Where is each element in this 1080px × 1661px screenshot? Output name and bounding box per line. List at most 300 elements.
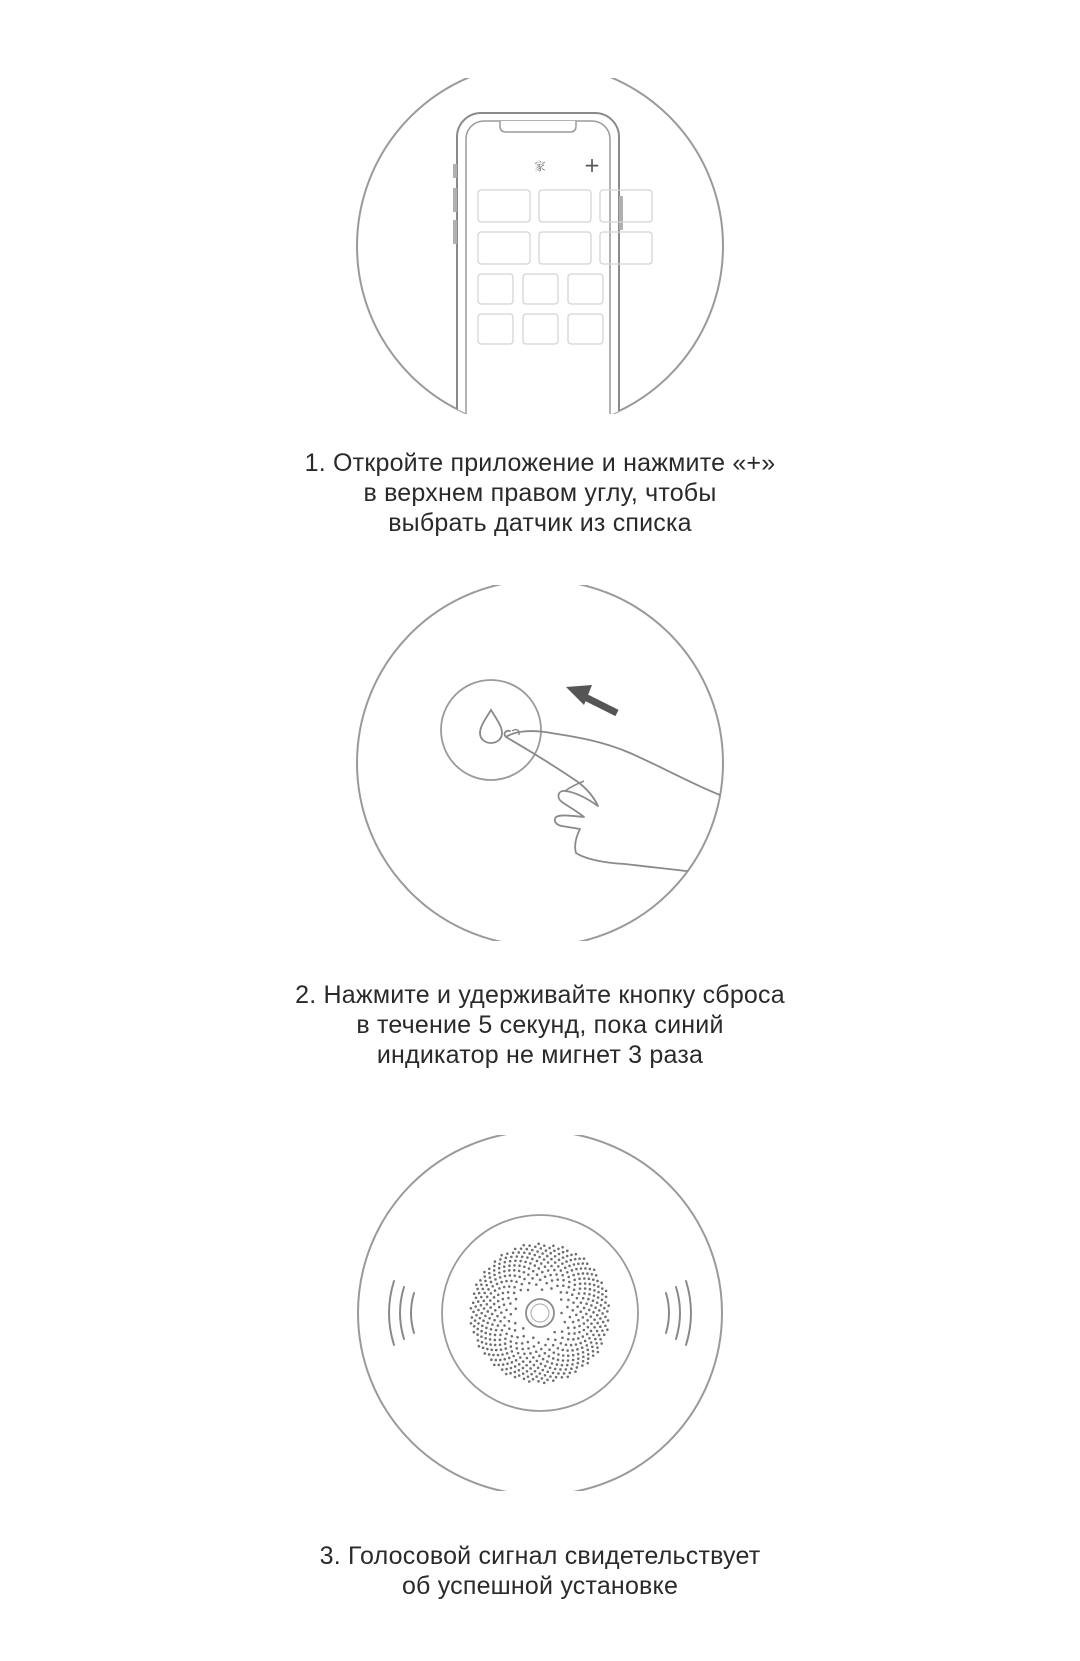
grille-dot xyxy=(574,1370,577,1373)
grille-dot xyxy=(518,1374,521,1377)
grille-dot xyxy=(522,1367,525,1370)
grille-dot xyxy=(543,1258,546,1261)
grille-dot xyxy=(545,1282,548,1285)
grille-dot xyxy=(505,1257,508,1260)
grille-dot xyxy=(588,1337,591,1340)
grille-dot xyxy=(573,1263,576,1266)
grille-dot xyxy=(499,1258,502,1261)
grille-dot xyxy=(502,1298,505,1301)
grille-dot xyxy=(576,1305,579,1308)
sensor-disk xyxy=(441,680,541,780)
grille-dot xyxy=(533,1254,536,1257)
grille-dot xyxy=(506,1362,509,1365)
grille-dot xyxy=(498,1271,501,1274)
grille-dot xyxy=(603,1333,606,1336)
grille-dot xyxy=(481,1288,484,1291)
grille-dot xyxy=(580,1267,583,1270)
grille-dot xyxy=(577,1273,580,1276)
grille-dot xyxy=(584,1267,587,1270)
grille-dot xyxy=(496,1283,499,1286)
grille-dot xyxy=(557,1359,560,1362)
grille-dot xyxy=(565,1344,568,1347)
grille-dot xyxy=(544,1352,547,1355)
grille-dot xyxy=(514,1248,517,1251)
grille-dot xyxy=(536,1260,539,1263)
grille-dot xyxy=(538,1355,541,1358)
grille-dot xyxy=(561,1376,564,1379)
grille-dot xyxy=(577,1357,580,1360)
grille-dot xyxy=(502,1363,505,1366)
caption-line: об успешной установке xyxy=(401,1572,679,1600)
grille-dot xyxy=(547,1269,550,1272)
grille-dot xyxy=(518,1264,521,1267)
grille-dot xyxy=(518,1275,521,1278)
grille-dot xyxy=(568,1372,571,1375)
grille-dot xyxy=(472,1311,475,1314)
grille-dot xyxy=(475,1283,478,1286)
grille-dot xyxy=(557,1372,560,1375)
grille-dot xyxy=(577,1319,580,1322)
grille-dot xyxy=(501,1353,504,1356)
grille-dot xyxy=(517,1251,520,1254)
grille-dot xyxy=(476,1333,479,1336)
grille-dot xyxy=(523,1377,526,1380)
grille-dot xyxy=(499,1359,502,1362)
grille-dot xyxy=(532,1378,535,1381)
grille-dot xyxy=(485,1327,488,1330)
grille-dot xyxy=(566,1364,569,1367)
grille-dot xyxy=(527,1273,530,1276)
grille-dot xyxy=(496,1315,499,1318)
grille-dot xyxy=(535,1283,538,1286)
grille-dot xyxy=(485,1342,488,1345)
grille-dot xyxy=(604,1316,607,1319)
grille-dot xyxy=(548,1247,551,1250)
grille-dot xyxy=(566,1250,569,1253)
grille-dot xyxy=(477,1300,480,1303)
grille-dot xyxy=(515,1347,518,1350)
grille-dot xyxy=(507,1291,510,1294)
grille-dot xyxy=(504,1337,507,1340)
center-button-outer xyxy=(526,1299,554,1327)
grille-dot xyxy=(573,1326,576,1329)
step-3-illustration xyxy=(0,1135,1080,1491)
grille-dot xyxy=(592,1299,595,1302)
grille-dot xyxy=(528,1282,531,1285)
grille-dot xyxy=(503,1324,506,1327)
grille-dot xyxy=(561,1336,564,1339)
grille-dot xyxy=(554,1368,557,1371)
grille-dot xyxy=(473,1331,476,1334)
grille-dot xyxy=(571,1269,574,1272)
grille-dot xyxy=(599,1325,602,1328)
grille-dot xyxy=(484,1332,487,1335)
grille-dot xyxy=(561,1246,564,1249)
grille-dot xyxy=(573,1279,576,1282)
phone-app-illustration xyxy=(0,78,1080,414)
grille-dot xyxy=(603,1307,606,1310)
grille-dot xyxy=(540,1247,543,1250)
grille-dot xyxy=(568,1281,571,1284)
grille-dot xyxy=(593,1326,596,1329)
grille-dot xyxy=(480,1335,483,1338)
grille-dot xyxy=(572,1359,575,1362)
grille-dot xyxy=(578,1277,581,1280)
grille-dot xyxy=(520,1247,523,1250)
grille-dot xyxy=(557,1265,560,1268)
grille-dot xyxy=(514,1365,517,1368)
caption-line: индикатор не мигнет 3 раза xyxy=(376,1041,704,1069)
grille-dot xyxy=(514,1371,517,1374)
grille-dot xyxy=(483,1307,486,1310)
grille-dot xyxy=(598,1334,601,1337)
grille-dot xyxy=(574,1258,577,1261)
grille-dot xyxy=(478,1345,481,1348)
grille-dot xyxy=(500,1281,503,1284)
grille-dot xyxy=(533,1345,536,1348)
grille-dot xyxy=(561,1274,564,1277)
grille-dot xyxy=(528,1244,531,1247)
grille-dot xyxy=(489,1276,492,1279)
grille-dot xyxy=(555,1273,558,1276)
grille-dot xyxy=(513,1292,516,1295)
grille-dot xyxy=(528,1252,531,1255)
grille-dot xyxy=(513,1264,516,1267)
grille-dot xyxy=(560,1269,563,1272)
grille-dot xyxy=(565,1368,568,1371)
grille-dot xyxy=(558,1253,561,1256)
speaker-sound-illustration xyxy=(0,1135,1080,1491)
grille-dot xyxy=(497,1364,500,1367)
grille-dot xyxy=(537,1243,540,1246)
grille-dot xyxy=(586,1344,589,1347)
grille-dot xyxy=(527,1289,530,1292)
grille-dot xyxy=(607,1304,610,1307)
grille-dot xyxy=(546,1255,549,1258)
grille-dot xyxy=(495,1359,498,1362)
grille-dot xyxy=(534,1264,537,1267)
grille-dot xyxy=(569,1316,572,1319)
grille-dot xyxy=(513,1269,516,1272)
grille-dot xyxy=(486,1348,489,1351)
grille-dot xyxy=(557,1347,560,1350)
grille-dot xyxy=(590,1341,593,1344)
grille-dot xyxy=(508,1285,511,1288)
grille-dot xyxy=(486,1296,489,1299)
grille-dot xyxy=(538,1256,541,1259)
grille-dot xyxy=(584,1340,587,1343)
grille-dot xyxy=(578,1331,581,1334)
grille-dot xyxy=(490,1281,493,1284)
grille-dot xyxy=(489,1338,492,1341)
grille-dot xyxy=(596,1322,599,1325)
grille-dot xyxy=(553,1331,556,1334)
grille-dot xyxy=(561,1262,564,1265)
grille-dot xyxy=(494,1289,497,1292)
grille-dot xyxy=(505,1309,508,1312)
grille-dot xyxy=(588,1309,591,1312)
grille-dot xyxy=(549,1375,552,1378)
grille-dot xyxy=(551,1362,554,1365)
grille-dot xyxy=(544,1265,547,1268)
grille-dot xyxy=(539,1372,542,1375)
grille-dot xyxy=(596,1330,599,1333)
grille-dot xyxy=(566,1349,569,1352)
grille-dot xyxy=(576,1297,579,1300)
grille-dot xyxy=(541,1369,544,1372)
grille-dot xyxy=(529,1367,532,1370)
grille-dot xyxy=(483,1352,486,1355)
grille-dot xyxy=(477,1322,480,1325)
grille-dot xyxy=(567,1354,570,1357)
grille-dot xyxy=(592,1278,595,1281)
caption-line: выбрать датчик из списка xyxy=(388,509,692,537)
grille-dot xyxy=(491,1323,494,1326)
grille-dot xyxy=(583,1322,586,1325)
grille-dot xyxy=(600,1281,603,1284)
grille-dot xyxy=(494,1344,497,1347)
grille-dot xyxy=(593,1284,596,1287)
grille-dot xyxy=(592,1334,595,1337)
grille-dot xyxy=(510,1313,513,1316)
grille-dot xyxy=(475,1296,478,1299)
grille-dot xyxy=(533,1364,536,1367)
grille-dot xyxy=(601,1287,604,1290)
grille-dot xyxy=(582,1351,585,1354)
caption-line: 2. Нажмите и удерживайте кнопку сброса xyxy=(295,981,785,1009)
grille-dot xyxy=(579,1287,582,1290)
grille-dot xyxy=(597,1285,600,1288)
grille-dot xyxy=(568,1265,571,1268)
grille-dot xyxy=(508,1357,511,1360)
grille-dot xyxy=(506,1352,509,1355)
grille-dot xyxy=(527,1341,530,1344)
grille-dot xyxy=(500,1348,503,1351)
grille-dot xyxy=(522,1335,525,1338)
grille-dot xyxy=(584,1287,587,1290)
grille-dot xyxy=(522,1372,525,1375)
grille-dot xyxy=(514,1322,517,1325)
grille-dot xyxy=(566,1271,569,1274)
grille-dot xyxy=(554,1338,557,1341)
grille-dot xyxy=(508,1264,511,1267)
grille-dot xyxy=(508,1327,511,1330)
grille-dot xyxy=(582,1355,585,1358)
grille-dot xyxy=(471,1316,474,1319)
grille-dot xyxy=(541,1252,544,1255)
grille-dot xyxy=(571,1363,574,1366)
volume-button-2 xyxy=(453,188,457,212)
sound-waves-left-icon xyxy=(389,1281,414,1345)
grille-dot xyxy=(534,1245,537,1248)
grille-dot xyxy=(514,1260,517,1263)
grille-dot xyxy=(486,1322,489,1325)
grille-dot xyxy=(522,1327,525,1330)
grille-dot xyxy=(560,1298,563,1301)
grille-dot xyxy=(529,1262,532,1265)
grille-dot xyxy=(522,1244,525,1247)
grille-dot xyxy=(498,1267,501,1270)
grille-dot xyxy=(555,1376,558,1379)
grille-dot xyxy=(586,1319,589,1322)
grille-dot xyxy=(483,1271,486,1274)
grille-dot xyxy=(575,1268,578,1271)
grille-dot xyxy=(528,1380,531,1383)
grille-dot xyxy=(605,1290,608,1293)
grille-dot xyxy=(484,1280,487,1283)
grille-dot xyxy=(529,1352,532,1355)
grille-dot xyxy=(572,1301,575,1304)
power-button xyxy=(619,196,623,230)
grille-dot xyxy=(470,1322,473,1325)
grille-dot xyxy=(567,1359,570,1362)
grille-dot xyxy=(564,1267,567,1270)
grille-dot xyxy=(546,1360,549,1363)
grille-dot xyxy=(582,1360,585,1363)
grille-dot xyxy=(509,1340,512,1343)
grille-dot xyxy=(518,1270,521,1273)
grille-dot xyxy=(493,1265,496,1268)
grille-dot xyxy=(584,1282,587,1285)
grille-dot xyxy=(541,1271,544,1274)
grille-dot xyxy=(504,1342,507,1345)
grille-dot xyxy=(506,1252,509,1255)
grille-dot xyxy=(588,1293,591,1296)
grille-dot xyxy=(474,1319,477,1322)
grille-dot xyxy=(552,1357,555,1360)
grille-dot xyxy=(582,1335,585,1338)
grille-dot xyxy=(511,1350,514,1353)
grille-dot xyxy=(537,1341,540,1344)
grille-dot xyxy=(488,1272,491,1275)
grille-dot xyxy=(504,1261,507,1264)
grille-dot xyxy=(494,1334,497,1337)
grille-dot xyxy=(599,1338,602,1341)
grille-dot xyxy=(567,1327,570,1330)
grille-dot xyxy=(505,1280,508,1283)
grille-dot xyxy=(523,1278,526,1281)
grille-dot xyxy=(531,1277,534,1280)
grille-dot xyxy=(572,1321,575,1324)
grille-dot xyxy=(597,1351,600,1354)
step-3-caption xyxy=(0,1541,1080,1601)
phone-add-button[interactable]: + xyxy=(583,153,601,177)
grille-dot xyxy=(488,1353,491,1356)
grille-dot xyxy=(566,1306,569,1309)
grille-dot xyxy=(505,1332,508,1335)
grille-dot xyxy=(552,1245,555,1248)
grille-dot xyxy=(583,1292,586,1295)
grille-dot xyxy=(519,1260,522,1263)
grille-dot xyxy=(567,1299,570,1302)
grille-dot xyxy=(571,1349,574,1352)
grille-dot xyxy=(598,1309,601,1312)
grille-dot xyxy=(521,1283,524,1286)
grille-dot xyxy=(481,1341,484,1344)
grille-dot xyxy=(552,1372,555,1375)
grille-dot xyxy=(495,1349,498,1352)
grille-dot xyxy=(534,1370,537,1373)
grille-dot xyxy=(490,1328,493,1331)
grille-dot xyxy=(474,1305,477,1308)
grille-dot xyxy=(500,1311,503,1314)
grille-dot xyxy=(514,1274,517,1277)
grille-dot xyxy=(494,1309,497,1312)
grille-dot xyxy=(488,1267,491,1270)
grille-dot xyxy=(574,1283,577,1286)
grille-dot xyxy=(589,1268,592,1271)
grille-dot xyxy=(500,1254,503,1257)
grille-dot xyxy=(501,1329,504,1332)
grille-dot xyxy=(593,1294,596,1297)
grille-dot xyxy=(597,1296,600,1299)
grille-dot xyxy=(515,1342,518,1345)
grille-dot xyxy=(536,1273,539,1276)
grille-dot xyxy=(595,1342,598,1345)
grille-dot xyxy=(537,1367,540,1370)
grille-dot xyxy=(604,1324,607,1327)
grille-dot xyxy=(576,1348,579,1351)
grille-dot xyxy=(580,1301,583,1304)
grille-dot xyxy=(482,1319,485,1322)
grille-dot xyxy=(498,1306,501,1309)
grille-dot xyxy=(606,1328,609,1331)
grille-dot xyxy=(478,1292,481,1295)
grille-dot xyxy=(596,1301,599,1304)
grille-dot xyxy=(499,1320,502,1323)
grille-dot xyxy=(520,1289,523,1292)
grille-dot xyxy=(543,1244,546,1247)
grille-dot xyxy=(562,1284,565,1287)
grille-dot xyxy=(498,1262,501,1265)
grille-dot xyxy=(545,1249,548,1252)
grille-dot xyxy=(577,1353,580,1356)
grille-dot xyxy=(578,1257,581,1260)
grille-dot xyxy=(548,1348,551,1351)
grille-dot xyxy=(513,1286,516,1289)
step-1-illustration xyxy=(0,78,1080,414)
grille-dot xyxy=(515,1298,518,1301)
grille-dot xyxy=(600,1342,603,1345)
grille-dot xyxy=(526,1256,529,1259)
grille-dot xyxy=(549,1274,552,1277)
grille-dot xyxy=(529,1361,532,1364)
grille-dot xyxy=(480,1304,483,1307)
grille-dot xyxy=(523,1271,526,1274)
grille-dot xyxy=(514,1329,517,1332)
grille-dot xyxy=(586,1333,589,1336)
grille-dot xyxy=(552,1344,555,1347)
caption-line: в верхнем правом углу, чтобы xyxy=(363,479,717,507)
grille-dot xyxy=(502,1292,505,1295)
grille-dot xyxy=(601,1293,604,1296)
grille-dot xyxy=(554,1255,557,1258)
grille-dot xyxy=(537,1380,540,1383)
grille-dot xyxy=(544,1365,547,1368)
grille-dot xyxy=(553,1269,556,1272)
grille-dot xyxy=(536,1360,539,1363)
grille-dot xyxy=(516,1336,519,1339)
grille-dot xyxy=(606,1310,609,1313)
grille-dot xyxy=(588,1283,591,1286)
grille-dot xyxy=(559,1368,562,1371)
grille-dot xyxy=(592,1350,595,1353)
sound-waves-right-icon xyxy=(666,1281,691,1345)
grille-dot xyxy=(604,1301,607,1304)
arrow-up-left-icon xyxy=(566,685,617,713)
grille-dot xyxy=(518,1369,521,1372)
grille-dot xyxy=(579,1282,582,1285)
